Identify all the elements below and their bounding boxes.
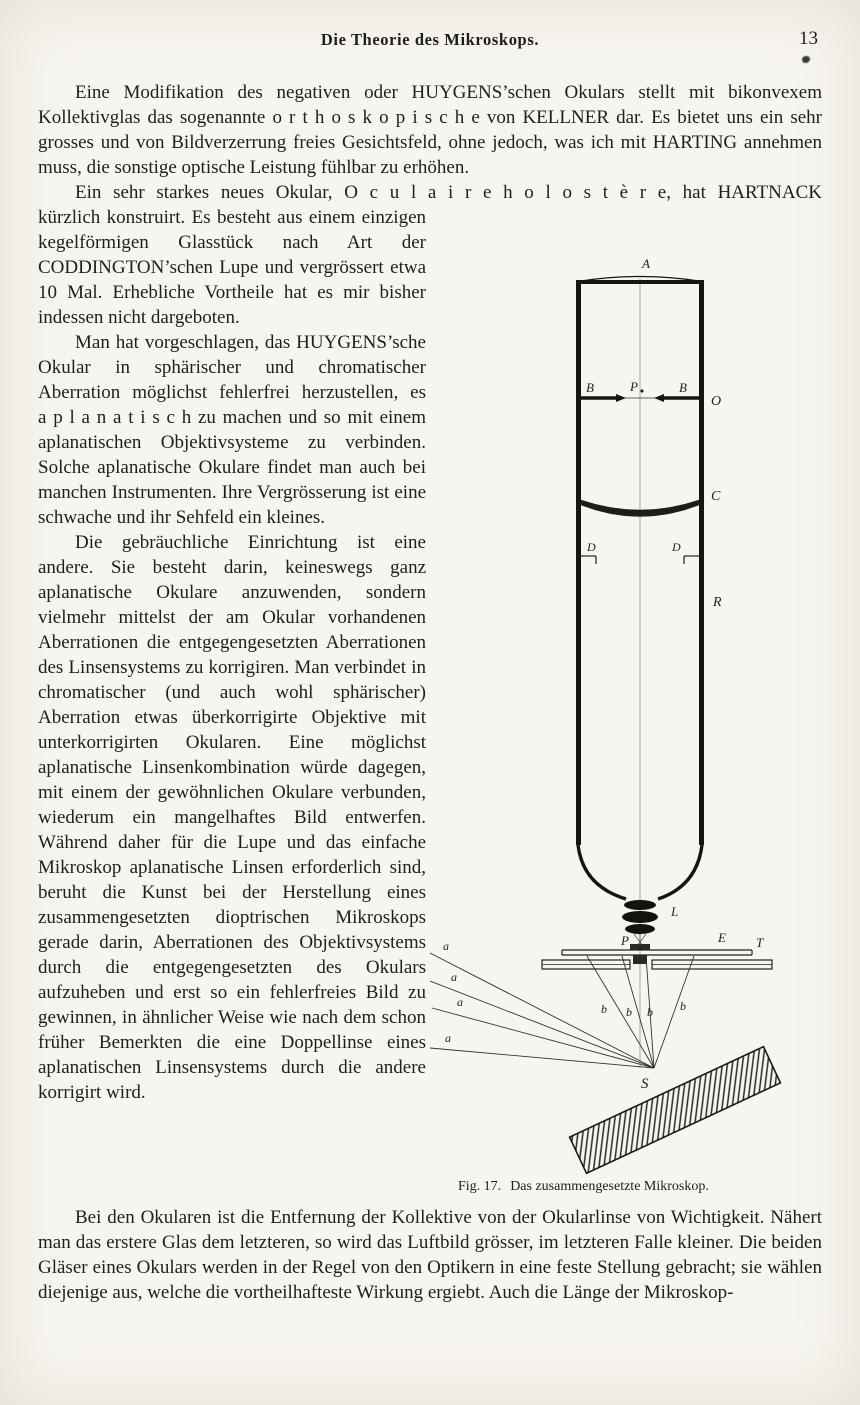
text-block bbox=[38, 80, 822, 1305]
figure-label-a-3: a bbox=[457, 995, 463, 1009]
figure-label-L: L bbox=[671, 904, 679, 919]
figure-label-b-1: b bbox=[601, 1002, 607, 1016]
figure-label-S: S bbox=[641, 1076, 649, 1092]
figure-label-D-right: D bbox=[672, 540, 681, 554]
incident-rays-a bbox=[430, 953, 654, 1068]
page-header-title: Die Theorie des Mikroskops. bbox=[320, 30, 540, 49]
figure-label-E: E bbox=[718, 930, 726, 945]
p-star-mark bbox=[640, 389, 644, 393]
figure-label-C: C bbox=[711, 489, 721, 504]
figure-label-a-2: a bbox=[451, 970, 457, 984]
figure-label-b-4: b bbox=[680, 999, 686, 1013]
figure-caption-text: Das zusammengesetzte Mikroskop. bbox=[510, 1179, 709, 1194]
microscope-diagram bbox=[430, 248, 834, 1178]
figure-label-a-4: a bbox=[445, 1031, 451, 1045]
figure-label-D-left: D bbox=[587, 540, 596, 554]
figure-17-microscope bbox=[430, 248, 834, 1195]
paragraph-2-continued: kürzlich konstruirt. Es besteht aus einem einzigen kegelförmigen Glasstück nach Art der CODDINGTON’schen Lupe und vergrössert etwa 10 Mal. Erhebliche Vortheile hat es mir bisher indessen nicht dargeboten. bbox=[38, 207, 426, 328]
condenser-block bbox=[633, 955, 647, 964]
figure-label-A: A bbox=[642, 256, 650, 271]
paragraph-5: Bei den Okularen ist die Entfernung der Kollektive von der Okularlinse von Wichtigkeit. Nähert man das erstere Glas dem letzteren, so wird das Luftbild grösser, im letzteren Falle kleiner. Die beiden Gläser eines Okulars werden in der Regel von den Optikern in eine feste Stellung gebracht; sie wählen diejenige aus, welche die vortheilhafteste Wirkung ergiebt. Auch die Länge der Mikroskop- bbox=[38, 1207, 822, 1303]
mirror bbox=[570, 1047, 781, 1174]
figure-label-B-right: B bbox=[679, 380, 687, 395]
figure-label-T: T bbox=[756, 935, 764, 950]
figure-label-b-2: b bbox=[626, 1005, 632, 1019]
figure-caption-number: Fig. 17. bbox=[458, 1179, 502, 1194]
paragraph-1: Eine Modifikation des negativen oder HUYGENS’schen Okulars stellt mit bikonvexem Kollektivglas das sogenannte o r t h o s k o p i s c h e von KELLNER dar. Es bietet uns ein sehr grosses und von Bildverzerrung freies Gesichtsfeld, ohne jedoch, was ich mit HARTING annehmen muss, die sonstige optische Leistung fühlbar zu erhöhen. bbox=[38, 82, 822, 178]
specimen-object bbox=[630, 944, 650, 950]
paragraph-3: Man hat vorgeschlagen, das HUYGENS’sche Okular in sphärischer und chromatischer Aberration möglichst fehlerfrei herzustellen, es a p l a n a t i s c h zu machen und so mit einem aplanatischen Objektivsysteme zu verbinden. Solche aplanatische Okulare findet man auch bei manchen Instrumenten. Ihre Vergrösserung ist eine schwache und ihr Sehfeld ein kleines. bbox=[38, 332, 426, 528]
left-text-column bbox=[38, 205, 426, 1205]
page-number: 13 bbox=[799, 28, 818, 49]
figure-label-P-lower: P bbox=[621, 933, 629, 948]
objective-lens bbox=[622, 900, 658, 934]
figure-label-a-1: a bbox=[443, 939, 449, 953]
figure-label-B-left: B bbox=[586, 380, 594, 395]
figure-label-P-upper: P bbox=[630, 379, 638, 394]
figure-label-O: O bbox=[711, 394, 722, 409]
running-header bbox=[0, 30, 860, 60]
paragraph-4: Die gebräuchliche Einrichtung ist eine andere. Sie besteht darin, keineswegs ganz aplanatische Okulare anzuwenden, sondern vielmehr mittelst der am Okular vorhandenen Aberrationen die entgegengesetzten Aberrationen des Linsensystems zu korrigiren. Man verbindet in chromatischer (und auch wohl sphärischer) Aberration etwas überkorrigirte Objektive mit unterkorrigirten Okularen. Eine möglichst aplanatische Linsenkombination würde dagegen, mit einem der gewöhnlichen Okulare verbunden, wiederum ein mangelhaftes Bild entwerfen. Während daher für die Lupe und das einfache Mikroskop aplanatische Linsen erforderlich sind, beruht die Kunst bei der Herstellung eines zusammengesetzten dioptrischen Mikroskops gerade darin, Aberrationen des Objektivsystems durch die entgegengesetzten des Okulars aufzuheben und erst so ein fehlerfreies Bild zu gewinnen, in ähnlicher Weise wie nach dem schon früher Bemerkten die eine Doppellinse eines aplanatischen Linsensystems durch die andere korrigirt wird. bbox=[38, 532, 426, 1103]
stage bbox=[542, 944, 772, 969]
figure-label-R: R bbox=[713, 595, 722, 610]
figure-caption bbox=[430, 1179, 834, 1195]
figure-label-b-3: b bbox=[647, 1005, 653, 1019]
ink-blot-artifact bbox=[802, 56, 810, 63]
paragraph-2-first-line: Ein sehr starkes neues Okular, O c u l a i r e h o l o s t è r e, hat HARTNACK bbox=[75, 182, 822, 203]
